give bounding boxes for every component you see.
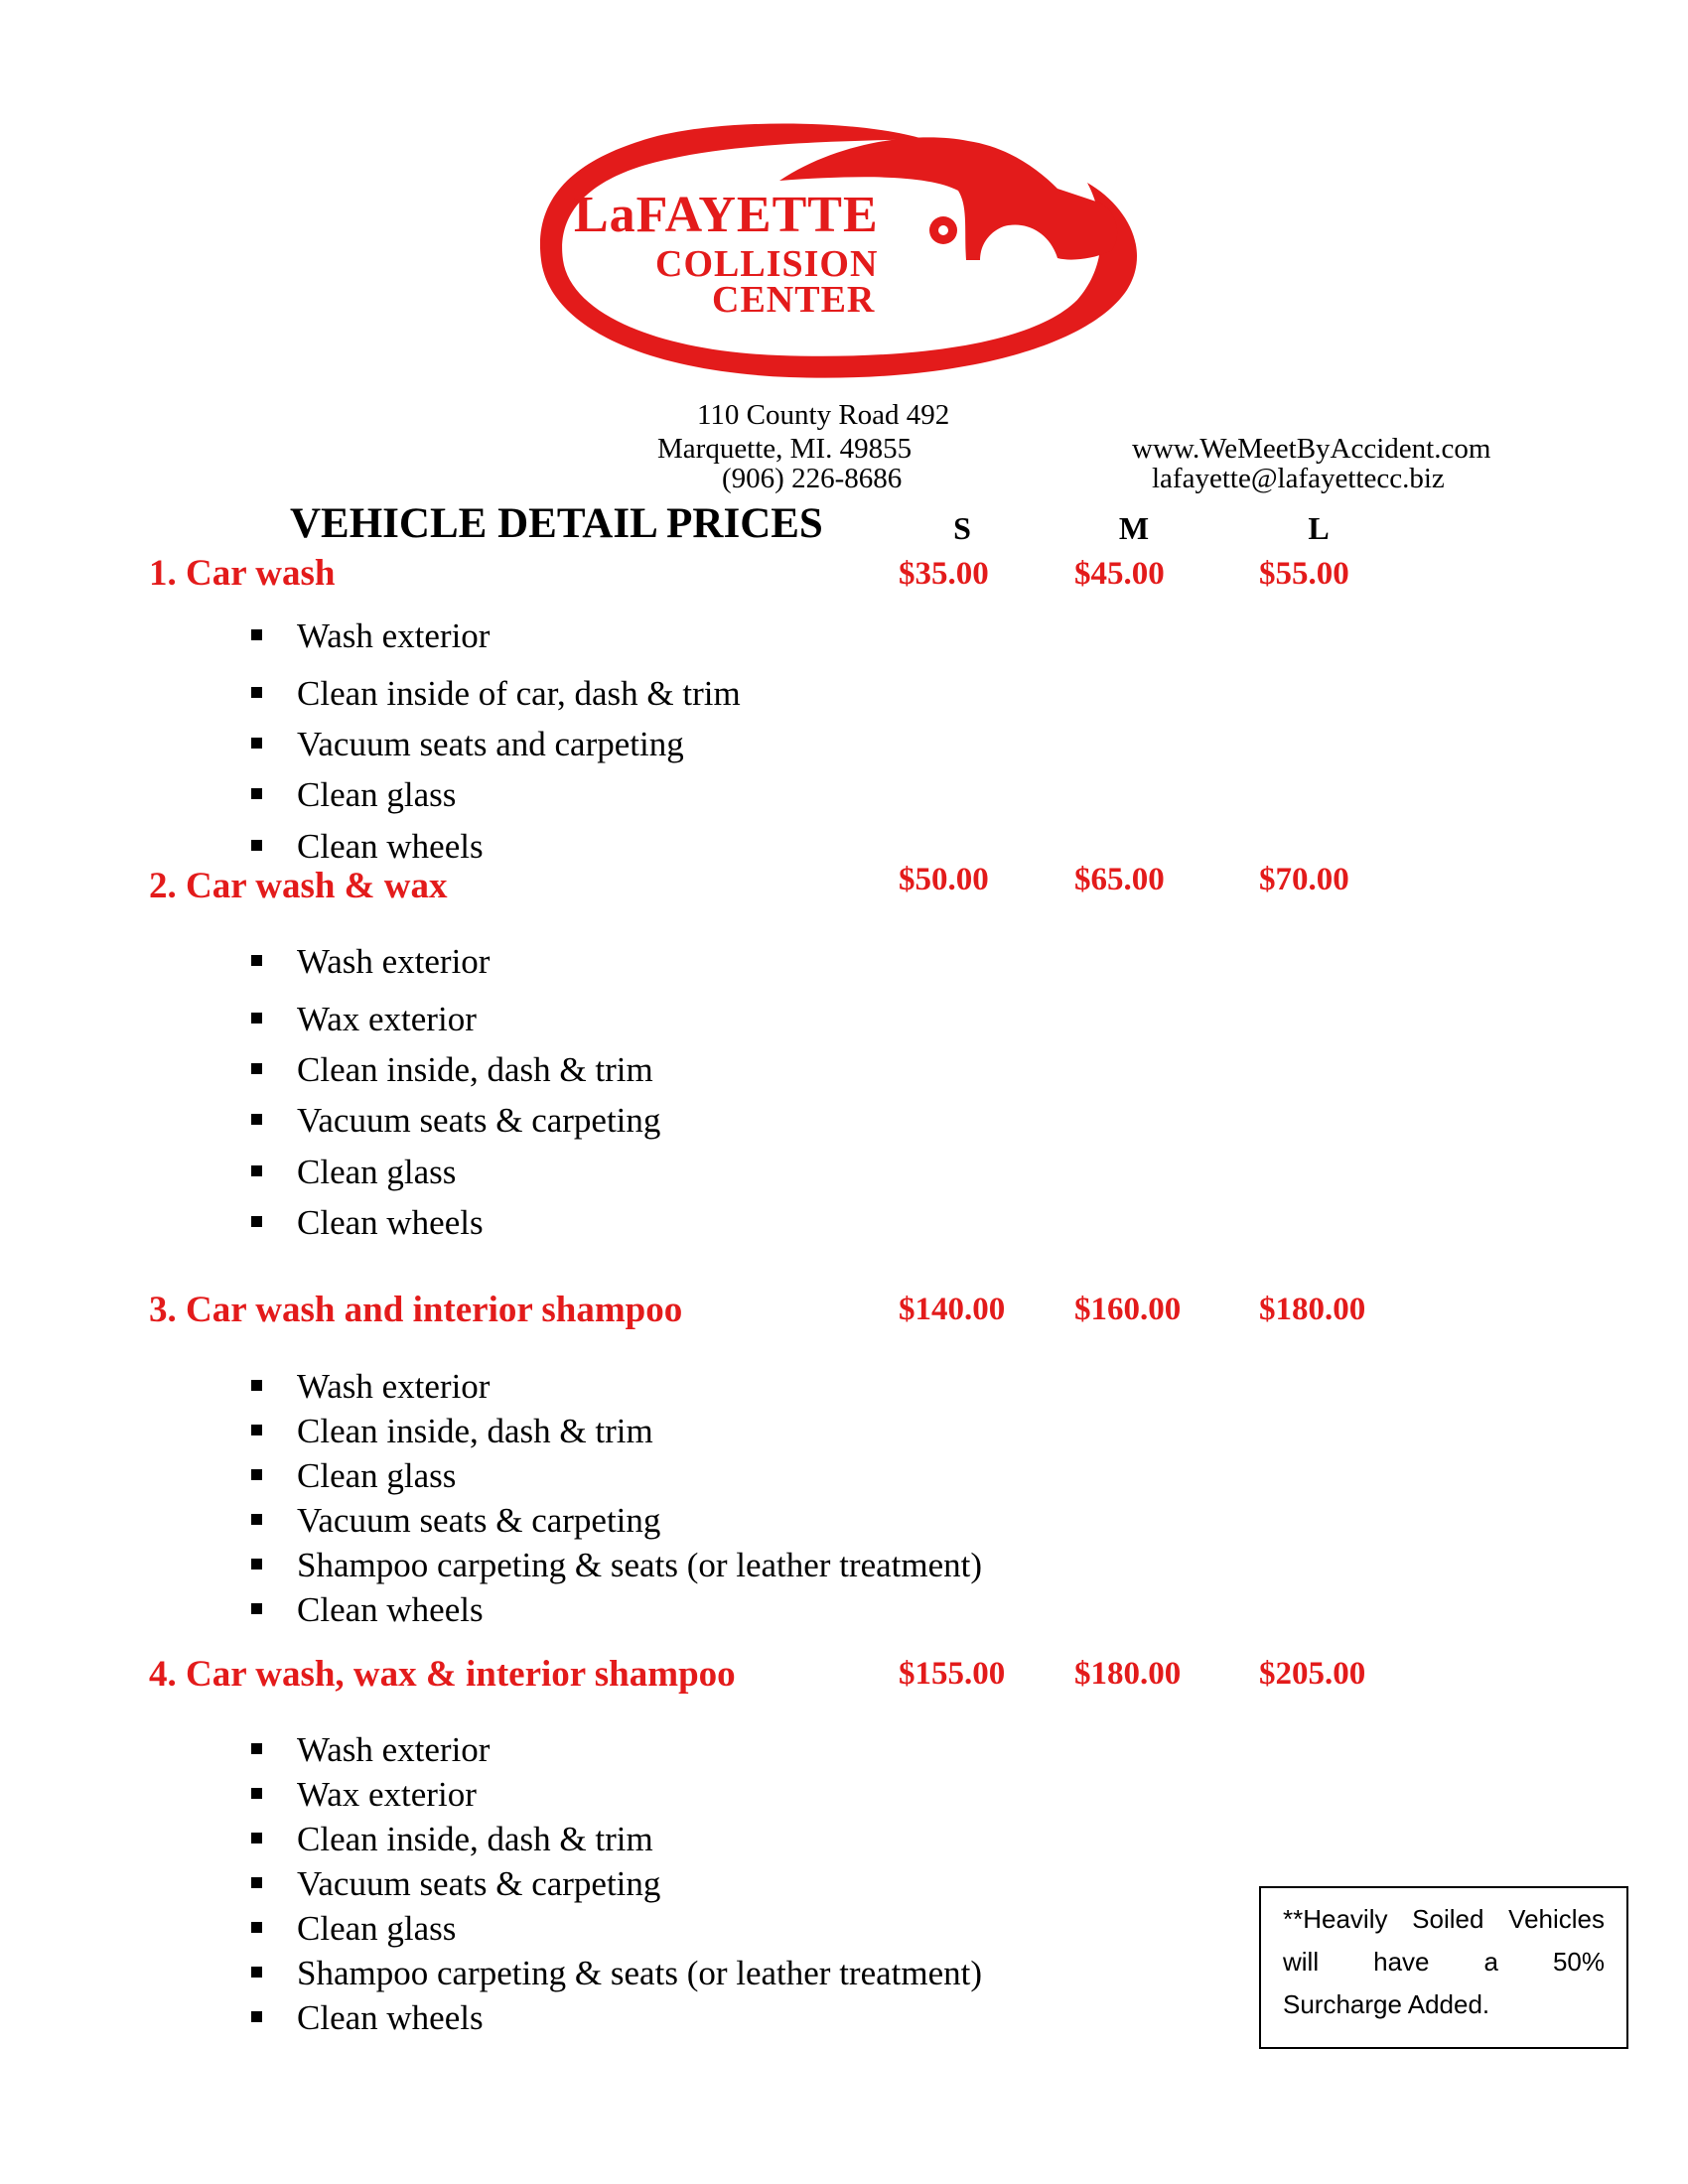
bullet-icon xyxy=(251,1165,262,1176)
list-item: Wax exterior xyxy=(297,1000,477,1038)
bullet-icon xyxy=(251,1967,262,1978)
service-title: 2. Car wash & wax xyxy=(149,866,448,906)
list-item: Wash exterior xyxy=(297,1730,491,1769)
bullet-icon xyxy=(251,840,262,851)
address-city: Marquette, MI. 49855 xyxy=(657,433,913,465)
bullet-icon xyxy=(251,1833,262,1843)
note-line: will have a 50% xyxy=(1283,1947,1605,1977)
phone-number: (906) 226-8686 xyxy=(722,463,903,494)
list-item: Wash exterior xyxy=(297,942,491,981)
service-title: 4. Car wash, wax & interior shampoo xyxy=(149,1654,736,1695)
list-item: Vacuum seats & carpeting xyxy=(297,1101,661,1140)
bullet-icon xyxy=(251,687,262,698)
size-header-medium: M xyxy=(1118,510,1150,546)
website-link[interactable]: www.WeMeetByAccident.com xyxy=(1132,433,1491,465)
bullet-icon xyxy=(251,1514,262,1525)
bullet-icon xyxy=(251,2011,262,2022)
bullet-icon xyxy=(251,1469,262,1480)
list-item: Shampoo carpeting & seats (or leather treatment) xyxy=(297,1954,983,1992)
list-item: Clean inside, dash & trim xyxy=(297,1412,653,1450)
price-small: $155.00 xyxy=(899,1656,1006,1692)
email-link[interactable]: lafayette@lafayettecc.biz xyxy=(1152,463,1445,494)
price-medium: $160.00 xyxy=(1074,1292,1182,1327)
price-medium: $45.00 xyxy=(1074,556,1165,592)
bullet-icon xyxy=(251,738,262,749)
price-large: $70.00 xyxy=(1259,862,1349,897)
price-medium: $65.00 xyxy=(1074,862,1165,897)
list-item: Clean glass xyxy=(297,1909,457,1948)
price-small: $35.00 xyxy=(899,556,989,592)
bullet-icon xyxy=(251,955,262,966)
list-item: Clean wheels xyxy=(297,1203,484,1242)
list-item: Wash exterior xyxy=(297,616,491,655)
bullet-icon xyxy=(251,1559,262,1570)
bullet-icon xyxy=(251,1788,262,1799)
bullet-icon xyxy=(251,1603,262,1614)
bullet-icon xyxy=(251,1922,262,1933)
price-medium: $180.00 xyxy=(1074,1656,1182,1692)
note-line: Surcharge Added. xyxy=(1283,1989,1490,2019)
list-item: Clean inside, dash & trim xyxy=(297,1050,653,1089)
bullet-icon xyxy=(251,629,262,640)
bullet-icon xyxy=(251,1013,262,1024)
list-item: Clean wheels xyxy=(297,1998,484,2037)
list-item: Vacuum seats & carpeting xyxy=(297,1501,661,1540)
size-header-small: S xyxy=(953,510,971,546)
logo-line-1: LaFAYETTE xyxy=(574,187,879,243)
list-item: Clean glass xyxy=(297,775,457,814)
bullet-icon xyxy=(251,1425,262,1435)
list-item: Wash exterior xyxy=(297,1367,491,1406)
company-logo xyxy=(531,111,1147,389)
price-large: $205.00 xyxy=(1259,1656,1366,1692)
surcharge-note xyxy=(1259,1886,1628,2049)
bullet-icon xyxy=(251,788,262,799)
bullet-icon xyxy=(251,1063,262,1074)
price-small: $50.00 xyxy=(899,862,989,897)
list-item: Clean glass xyxy=(297,1153,457,1191)
list-item: Shampoo carpeting & seats (or leather treatment) xyxy=(297,1546,983,1584)
list-item: Clean inside, dash & trim xyxy=(297,1820,653,1858)
list-item: Clean inside of car, dash & trim xyxy=(297,674,741,713)
list-item: Clean glass xyxy=(297,1456,457,1495)
logo-line-3: CENTER xyxy=(712,279,876,321)
service-title: 3. Car wash and interior shampoo xyxy=(149,1290,683,1330)
address-street: 110 County Road 492 xyxy=(697,399,950,431)
list-item: Clean wheels xyxy=(297,827,484,866)
list-item: Wax exterior xyxy=(297,1775,477,1814)
logo-line-2: COLLISION xyxy=(655,243,879,285)
list-item: Vacuum seats & carpeting xyxy=(297,1864,661,1903)
size-header-large: L xyxy=(1308,510,1330,546)
price-large: $55.00 xyxy=(1259,556,1349,592)
list-item: Vacuum seats and carpeting xyxy=(297,725,684,763)
list-item: Clean wheels xyxy=(297,1590,484,1629)
page-title: VEHICLE DETAIL PRICES xyxy=(290,500,823,547)
bullet-icon xyxy=(251,1380,262,1391)
bullet-icon xyxy=(251,1743,262,1754)
note-line: **Heavily Soiled Vehicles xyxy=(1283,1904,1605,1934)
bullet-icon xyxy=(251,1114,262,1125)
price-small: $140.00 xyxy=(899,1292,1006,1327)
price-large: $180.00 xyxy=(1259,1292,1366,1327)
service-title: 1. Car wash xyxy=(149,553,336,594)
bullet-icon xyxy=(251,1216,262,1227)
bullet-icon xyxy=(251,1877,262,1888)
